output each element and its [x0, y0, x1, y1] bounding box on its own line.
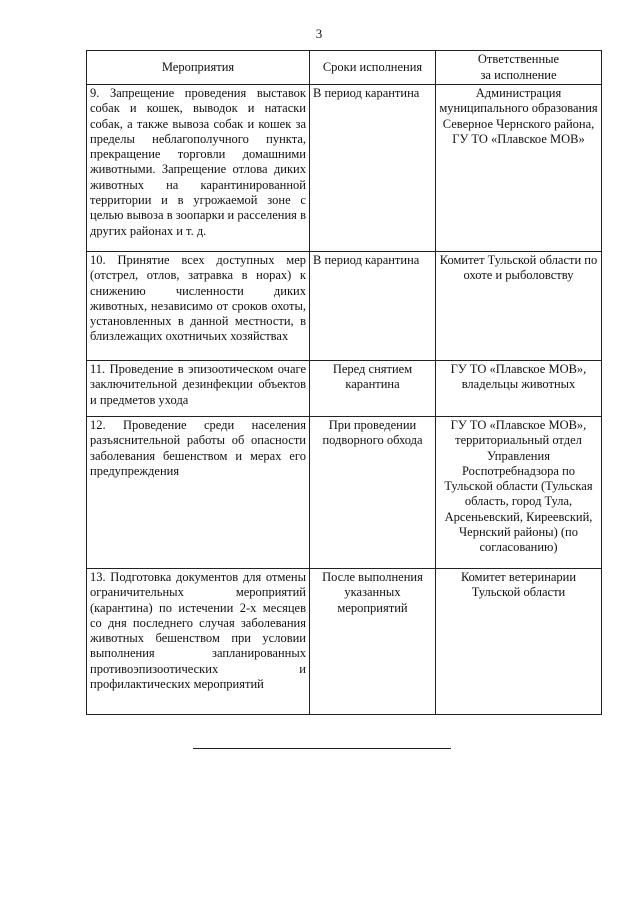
table-row — [87, 417, 602, 569]
cell-deadline: В период карантина — [310, 85, 436, 252]
page-number: 3 — [315, 26, 323, 41]
cell-responsible: ГУ ТО «Плавское МОВ», территориальный отдел Управления Роспотребнадзора по Тульской области (Тульская область, город Тула, Арсеньевский, Киреевский, Чернский районы) (по согласованию) — [436, 417, 602, 569]
measures-table — [86, 50, 602, 715]
cell-responsible: Администрация муниципального образования Северное Чернского района, ГУ ТО «Плавское МОВ» — [436, 85, 602, 252]
cell-deadline: При проведении подворного обхода — [310, 417, 436, 569]
table-row — [87, 361, 602, 417]
table-row — [87, 252, 602, 361]
header-measures: Мероприятия — [87, 51, 310, 85]
header-responsible: Ответственные за исполнение — [436, 51, 602, 85]
cell-measure: 12. Проведение среди населения разъяснительной работы об опасности заболевания бешенством и мерах его предупреждения — [87, 417, 310, 569]
table-header-row — [87, 51, 602, 85]
cell-measure: 13. Подготовка документов для отмены ограничительных мероприятий (карантина) по истечении 2-х месяцев со дня последнего случая заболевания животных бешенством при условии выполнения запланированных противоэпизоотических и профилактических мероприятий — [87, 569, 310, 715]
cell-deadline: Перед снятием карантина — [310, 361, 436, 417]
cell-measure: 9. Запрещение проведения выставок собак и кошек, выводок и натаски собак, а также вывоза собак и кошек за пределы неблагополучного пункта, прекращение торговли домашними животными. Запрещение отлова диких животных на карантинированной территории и в угрожаемой зоне с целью вывоза в зоопарки и расселения в других районах и т. д. — [87, 85, 310, 252]
cell-responsible: Комитет Тульской области по охоте и рыболовству — [436, 252, 602, 361]
cell-responsible: Комитет ветеринарии Тульской области — [436, 569, 602, 715]
table-row — [87, 569, 602, 715]
closing-line — [193, 748, 451, 749]
cell-measure: 11. Проведение в эпизоотическом очаге заключительной дезинфекции объектов и предметов ухода — [87, 361, 310, 417]
cell-responsible: ГУ ТО «Плавское МОВ», владельцы животных — [436, 361, 602, 417]
table-row — [87, 85, 602, 252]
cell-deadline: После выполнения указанных мероприятий — [310, 569, 436, 715]
cell-deadline: В период карантина — [310, 252, 436, 361]
cell-measure: 10. Принятие всех доступных мер (отстрел, отлов, затравка в норах) к снижению численности диких животных, независимо от сроков охоты, установленных в данной местности, в близлежащих охотничьих хозяйствах — [87, 252, 310, 361]
header-deadline: Сроки исполнения — [310, 51, 436, 85]
